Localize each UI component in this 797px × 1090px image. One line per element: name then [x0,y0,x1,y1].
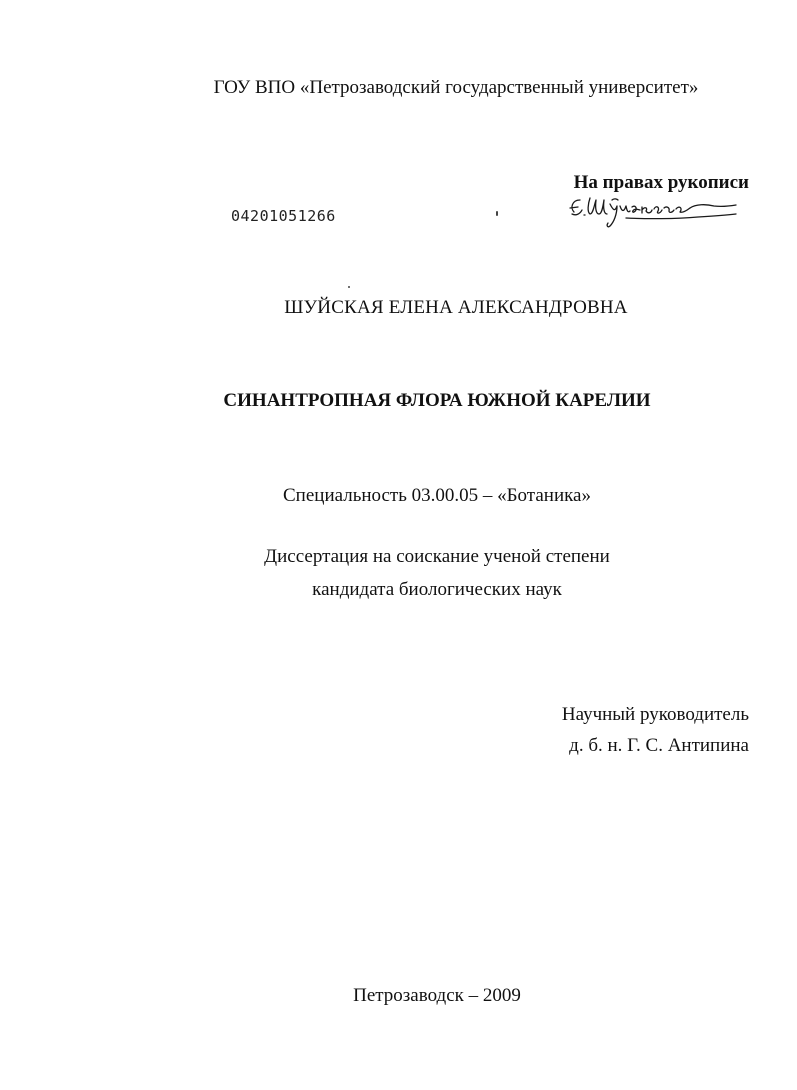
thesis-title: СИНАНТРОПНАЯ ФЛОРА ЮЖНОЙ КАРЕЛИИ [223,390,651,411]
archive-stamp-number: 04201051266 [231,207,336,225]
scan-speck [348,286,350,288]
degree-description-line-2: кандидата биологических наук [312,579,562,600]
manuscript-label: На правах рукописи [573,172,749,193]
supervisor-label: Научный руководитель [561,704,749,725]
author-signature [566,192,742,230]
supervisor-name: д. б. н. Г. С. Антипина [569,735,749,756]
city-and-year: Петрозаводск – 2009 [353,985,521,1006]
institution-header: ГОУ ВПО «Петрозаводский государственный университет» [213,77,699,98]
degree-description-line-1: Диссертация на соискание ученой степени [264,546,610,567]
specialty-line: Специальность 03.00.05 – «Ботаника» [283,485,591,506]
author-name: ШУЙСКАЯ ЕЛЕНА АЛЕКСАНДРОВНА [284,297,628,318]
scan-speck [496,211,498,216]
